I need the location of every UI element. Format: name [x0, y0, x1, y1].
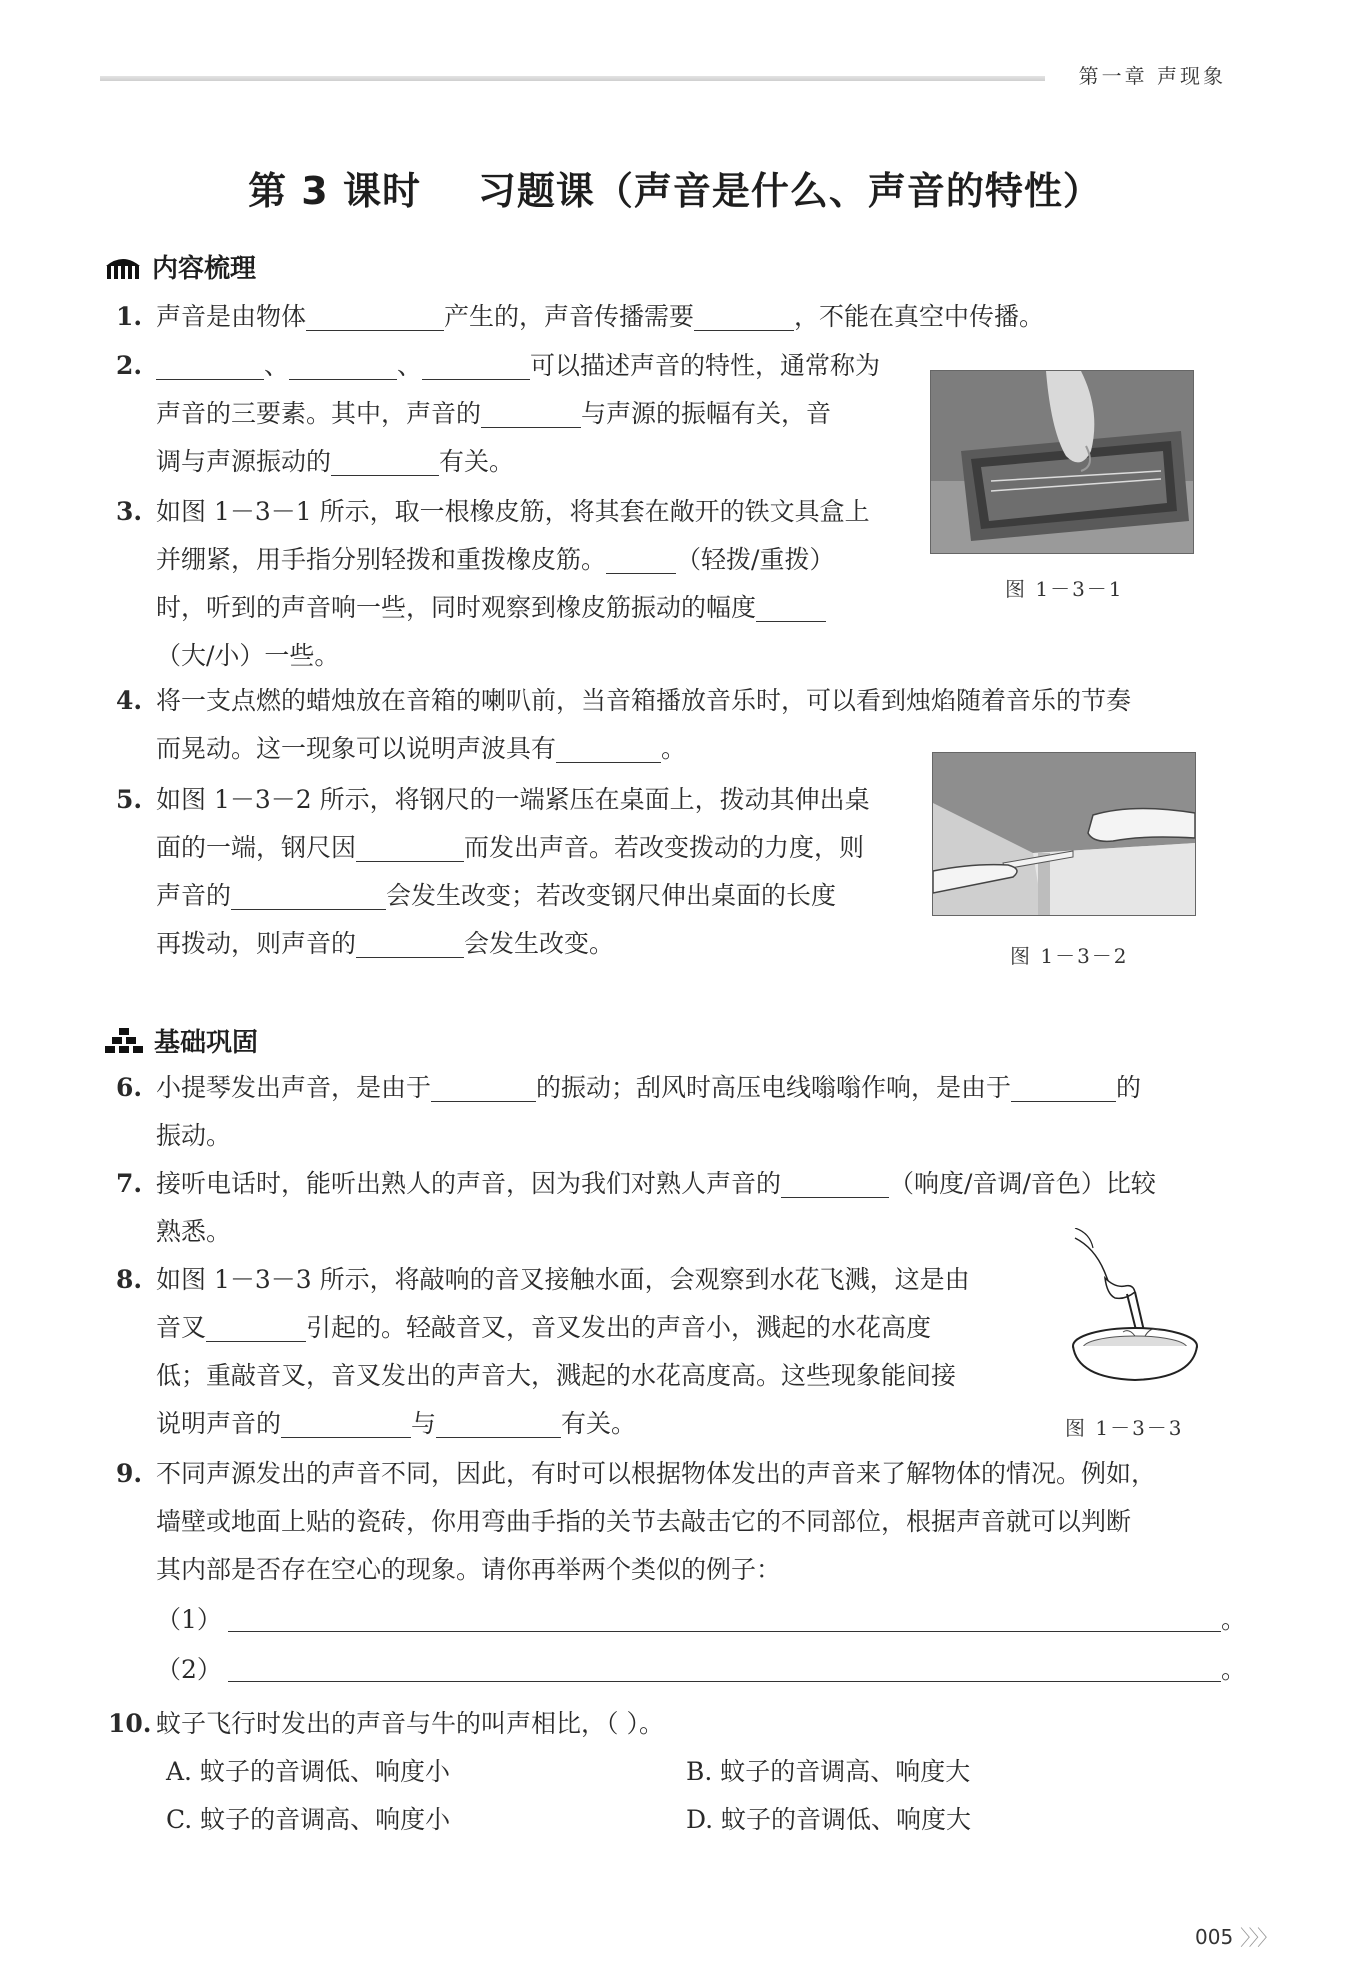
question-number: 7. — [116, 1169, 143, 1198]
question-number: 5. — [116, 785, 143, 814]
q8-text-a: 音叉 — [156, 1313, 207, 1342]
figure-1-3-1-caption: 图 1－3－1 — [1005, 577, 1124, 601]
q3-line-4: （大/小）一些。 — [156, 641, 340, 670]
chevron-icon: 〉〉〉 — [1240, 1926, 1276, 1950]
q9-line-1: 不同声源发出的声音不同，因此，有时可以根据物体发出的声音来了解物体的情况。例如， — [156, 1459, 1157, 1488]
question-number: 1. — [116, 302, 143, 331]
q2-blank-4[interactable] — [481, 397, 581, 428]
question-number: 6. — [116, 1073, 143, 1102]
section-basic-consolidation — [104, 1022, 258, 1059]
q9-answer-line-1[interactable] — [228, 1601, 1221, 1632]
q2-text-b: 声音的三要素。其中，声音的 — [156, 399, 482, 428]
question-number: 3. — [116, 497, 143, 526]
q4-text-b: 。 — [661, 734, 687, 763]
q7-text-a: 接听电话时，能听出熟人的声音，因为我们对熟人声音的 — [156, 1169, 782, 1198]
q6-text-a: 小提琴发出声音，是由于 — [156, 1073, 432, 1102]
q1-blank-1[interactable] — [306, 300, 444, 331]
page-number: 005 — [1195, 1925, 1234, 1949]
question-number: 2. — [116, 351, 143, 380]
figure-1-3-2-caption: 图 1－3－2 — [1010, 944, 1129, 968]
question-1 — [116, 293, 1044, 341]
q6-blank-2[interactable] — [1011, 1071, 1116, 1102]
q7-blank-1[interactable] — [781, 1167, 889, 1198]
q1-text-a: 声音是由物体 — [156, 302, 307, 331]
q2-blank-2[interactable] — [289, 349, 397, 380]
q2-text-d: 调与声源振动的 — [156, 447, 332, 476]
q9-line-2: 墙壁或地面上贴的瓷砖，你用弯曲手指的关节去敲击它的不同部位，根据声音就可以判断 — [156, 1507, 1132, 1536]
q5-text-f: 会发生改变。 — [464, 929, 615, 958]
q2-text-e: 有关。 — [439, 447, 515, 476]
q2-text-a: 可以描述声音的特性，通常称为 — [530, 351, 881, 380]
q9-line-3: 其内部是否存在空心的现象。请你再举两个类似的例子： — [156, 1555, 782, 1584]
answer-end-mark: 。 — [1220, 1605, 1246, 1634]
q5-text-d: 会发生改变；若改变钢尺伸出桌面的长度 — [386, 881, 837, 910]
q6-text-c: 的 — [1116, 1073, 1142, 1102]
q2-text-c: 与声源的振幅有关，音 — [581, 399, 832, 428]
question-number: 4. — [116, 686, 143, 715]
section-label: 内容梳理 — [152, 254, 257, 284]
q4-blank-1[interactable] — [556, 732, 661, 763]
q8-text-d: 与 — [411, 1409, 437, 1438]
figure-1-3-3-caption: 图 1－3－3 — [1065, 1416, 1184, 1440]
q3-text-a: 并绷紧，用手指分别轻拨和重拨橡皮筋。 — [156, 545, 607, 574]
q5-line-1: 如图 1－3－2 所示，将钢尺的一端紧压在桌面上，拨动其伸出桌 — [156, 785, 870, 814]
header-rule — [100, 76, 1045, 81]
option-a[interactable]: A. 蚊子的音调低、响度小 — [166, 1757, 450, 1786]
q6-line-2: 振动。 — [156, 1121, 232, 1150]
q4-line-1: 将一支点燃的蜡烛放在音箱的喇叭前，当音箱播放音乐时，可以看到烛焰随着音乐的节奏 — [156, 686, 1132, 715]
q1-blank-2[interactable] — [694, 300, 794, 331]
q2-sep: 、 — [397, 351, 423, 380]
q8-text-b: 引起的。轻敲音叉，音叉发出的声音小，溅起的水花高度 — [306, 1313, 932, 1342]
q1-text-c: ，不能在真空中传播。 — [794, 302, 1045, 331]
q7-line-2: 熟悉。 — [156, 1217, 232, 1246]
q5-text-e: 再拨动，则声音的 — [156, 929, 357, 958]
q8-blank-1[interactable] — [206, 1311, 306, 1342]
figure-1-3-3-drawing — [1065, 1228, 1210, 1388]
blocks-icon — [104, 1027, 144, 1055]
question-10 — [108, 1700, 1238, 1844]
q5-text-b: 而发出声音。若改变拨动的力度，则 — [464, 833, 865, 862]
q7-text-b: （响度/音调/音色）比较 — [889, 1169, 1156, 1198]
answer-end-mark: 。 — [1220, 1655, 1246, 1684]
question-number: 8. — [116, 1265, 143, 1294]
q5-blank-1[interactable] — [356, 831, 464, 862]
section-content-review — [104, 248, 256, 285]
q8-text-c: 说明声音的 — [156, 1409, 282, 1438]
q3-blank-1[interactable] — [606, 543, 676, 574]
q9-answer-2 — [116, 1646, 1246, 1694]
q8-line-3: 低；重敲音叉，音叉发出的声音大，溅起的水花高度高。这些现象能间接 — [156, 1361, 957, 1390]
question-3 — [116, 488, 916, 680]
figure-1-3-1-photo — [930, 370, 1194, 554]
q5-blank-3[interactable] — [356, 927, 464, 958]
q4-text-a: 而晃动。这一现象可以说明声波具有 — [156, 734, 557, 763]
q10-stem: 蚊子飞行时发出的声音与牛的叫声相比，（ ）。 — [156, 1709, 664, 1738]
q3-line-1: 如图 1－3－1 所示，取一根橡皮筋，将其套在敞开的铁文具盒上 — [156, 497, 870, 526]
chapter-label: 第一章 声现象 — [1078, 64, 1226, 88]
q8-blank-2[interactable] — [281, 1407, 411, 1438]
q3-text-c: 时，听到的声音响一些，同时观察到橡皮筋振动的幅度 — [156, 593, 757, 622]
question-5 — [116, 776, 916, 968]
q3-text-b: （轻拨/重拨） — [676, 545, 835, 574]
question-2 — [116, 342, 916, 486]
q8-line-1: 如图 1－3－3 所示，将敲响的音叉接触水面，会观察到水花飞溅，这是由 — [156, 1265, 970, 1294]
answer-label: （2） — [156, 1655, 222, 1684]
option-c[interactable]: C. 蚊子的音调高、响度小 — [166, 1805, 451, 1834]
question-6 — [116, 1064, 1246, 1160]
q2-blank-3[interactable] — [422, 349, 530, 380]
section-label: 基础巩固 — [154, 1028, 259, 1058]
q6-blank-1[interactable] — [431, 1071, 536, 1102]
question-9 — [116, 1450, 1246, 1594]
q5-text-c: 声音的 — [156, 881, 232, 910]
q8-blank-3[interactable] — [436, 1407, 561, 1438]
q6-text-b: 的振动；刮风时高压电线嗡嗡作响，是由于 — [536, 1073, 1012, 1102]
lesson-title: 第 3 课时 习题课（声音是什么、声音的特性） — [248, 169, 1102, 213]
question-8 — [116, 1256, 1036, 1448]
q5-text-a: 面的一端，钢尺因 — [156, 833, 357, 862]
q5-blank-2[interactable] — [231, 879, 386, 910]
figure-1-3-2-photo — [932, 752, 1196, 916]
answer-label: （1） — [156, 1605, 222, 1634]
q3-blank-2[interactable] — [756, 591, 826, 622]
q9-answer-1 — [116, 1596, 1246, 1644]
q9-answer-line-2[interactable] — [228, 1651, 1221, 1682]
q8-text-e: 有关。 — [561, 1409, 637, 1438]
q2-sep: 、 — [264, 351, 290, 380]
columns-icon — [104, 254, 142, 280]
question-number: 9. — [116, 1459, 143, 1488]
option-b[interactable]: B. 蚊子的音调高、响度大 — [686, 1757, 971, 1786]
q2-blank-5[interactable] — [331, 445, 439, 476]
q1-text-b: 产生的，声音传播需要 — [444, 302, 695, 331]
q2-blank-1[interactable] — [156, 349, 264, 380]
option-d[interactable]: D. 蚊子的音调低、响度大 — [686, 1805, 972, 1834]
question-number: 10. — [108, 1709, 152, 1738]
